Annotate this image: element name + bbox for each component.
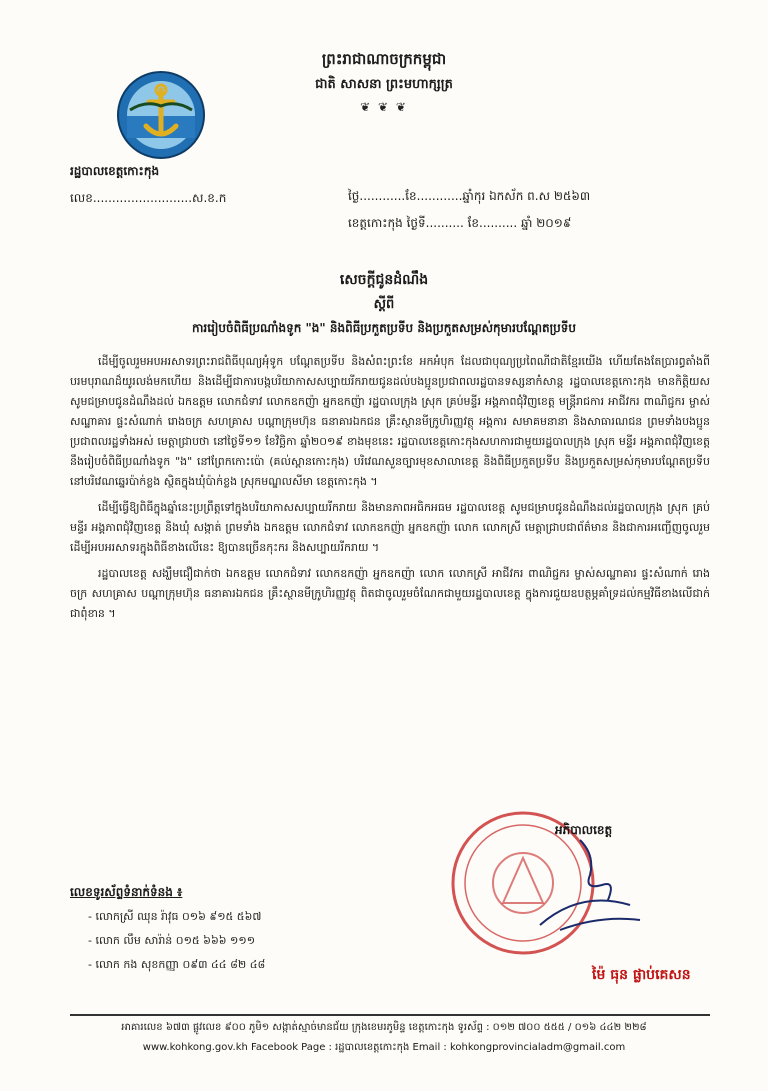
footer-web: www.kohkong.gov.kh Facebook Page : រដ្ឋបាលខេត្តកោះកុង Email : kohkongprovincialadm@gmail.com xyxy=(142,1042,626,1053)
document-title: សេចក្តីជូនដំណឹង xyxy=(339,272,429,288)
footer-divider xyxy=(70,1014,710,1016)
handwritten-signature xyxy=(520,830,650,940)
national-motto: ជាតិ សាសនា ព្រះមហាក្សត្រ xyxy=(315,77,453,92)
header-ornament: ❦ ❦ ❦ xyxy=(360,100,408,114)
contact-item: - លោក កង សុខកញ្ញា ០៩៣ ៤៤ ៨២ ៤៨ xyxy=(88,958,266,971)
signatory-title: អភិបាលខេត្ត xyxy=(555,823,613,837)
regarding-label: ស្តីពី xyxy=(373,297,395,312)
gregorian-date: ខេត្តកោះកុង ថ្ងៃទី.......... ខែ.......... ឆ្នាំ ២០១៩ xyxy=(348,216,572,230)
footer-address: អាគារលេខ ៦៧៣ ផ្លូវលេខ ៩០០ ភូមិ១ សង្កាត់ស្មាច់មានជ័យ ក្រុងខេមរភូមិន្ទ ខេត្តកោះកុង ទូរស័ព្ទ : ០១២ ៧០០ ៥៥៥ / ០១៦ ៤៤២ ២២៨ xyxy=(121,1022,647,1033)
body-paragraph: ដើម្បីចូលរួមអបអរសាទរព្រះរាជពិធីបុណ្យអុំទូក បណ្តែតប្រទីប និងសំពះព្រះខែ អកអំបុក ដែលជាបុណ្យប្រពៃណីជាតិខ្មែរយើង ហើយតែងតែប្រារព្ធតាំងពីបរមបុរាណដ៏យូរលង់មកហើយ និងដើម្បីជាការបង្កបរិយាកាសសប្បាយរីករាយជូនដល់បងប្អូនប្រជាពលរដ្ឋបានទស្សនាកំសាន្ត រដ្ឋបាលខេត្តកោះកុង មានកិត្តិយសសូមជម្រាបជូនដំណឹងដល់ ឯកឧត្តម លោកជំទាវ លោកឧកញ៉ា អ្នកឧកញ៉ា រដ្ឋបាលក្រុង ស្រុក គ្រប់មន្ទីរ អង្គភាពជុំវិញខេត្ត មន្ត្រីរាជការ អាជីវករ ពាណិជ្ជករ ម្ចាស់សណ្ឋាគារ ផ្ទះសំណាក់ រោងចក្រ សហគ្រាស បណ្តាក្រុមហ៊ុន ធនាគារឯកជន គ្រឹះស្ថានមីក្រូហិរញ្ញវត្ថុ អង្គការ សមាគមនានា និងសាធារណជន ព្រមទាំងបងប្អូនប្រជាពលរដ្ឋទាំងអស់ មេត្តាជ្រាបថា នៅថ្ងៃទី១១ ខែវិច្ឆិកា ឆ្នាំ២០១៩ ខាងមុខនេះ រដ្ឋបាលខេត្តកោះកុងសហការជាមួយរដ្ឋបាលក្រុង ស្រុក មន្ទីរ អង្គភាពជុំវិញខេត្តនឹងរៀបចំពិធីប្រណាំងទូក "ង" នៅព្រែកកោះប៉ោ (គល់ស្ពានកោះកុង) បរិវេណសួនច្បារមុខសាលាខេត្ត និងពិធីប្រកួតប្រទីប និងប្រកួតសម្រស់កុមារបណ្តែតប្រទីប នៅបរិវេណឆ្នេរប៉ាក់ខ្លង ស្ថិតក្នុងឃុំប៉ាក់ខ្លង ស្រុកមណ្ឌលសីមា ខេត្តកោះកុង ។ xyxy=(70,355,710,488)
organization-name: រដ្ឋបាលខេត្តកោះកុង xyxy=(70,164,160,178)
document-body xyxy=(70,352,710,630)
kingdom-heading: ព្រះរាជាណាចក្រកម្ពុជា xyxy=(321,50,447,68)
body-paragraph: រដ្ឋបាលខេត្ត សង្ឃឹមជឿជាក់ថា ឯកឧត្តម លោកជំទាវ លោកឧកញ៉ា អ្នកឧកញ៉ា លោក លោកស្រី អាជីវករ ពាណិជ្ជករ ម្ចាស់សណ្ឋាគារ ផ្ទះសំណាក់ រោងចក្រ សហគ្រាស បណ្តាក្រុមហ៊ុន ធនាគារឯកជន គ្រឹះស្ថានមីក្រូហិរញ្ញវត្ថុ ពិតជាចូលរួមចំណែកជាមួយរដ្ឋបាលខេត្ត ក្នុងការជួយឧបត្ថម្ភគាំទ្រដល់កម្មវិធីខាងលើជាក់ជាពុំខាន ។ xyxy=(70,567,710,620)
body-paragraph: ដើម្បីធ្វើឱ្យពិធីក្នុងឆ្នាំនេះប្រព្រឹត្តទៅក្នុងបរិយាកាសសប្បាយរីករាយ និងមានភាពអធិកអធម រដ្ឋបាលខេត្ត សូមជម្រាបជូនដំណឹងដល់រដ្ឋបាលក្រុង ស្រុក គ្រប់មន្ទីរ អង្គភាពជុំវិញខេត្ត និងឃុំ សង្កាត់ ព្រមទាំង ឯកឧត្តម លោកជំទាវ លោកឧកញ៉ា អ្នកឧកញ៉ា លោក លោកស្រី មេត្តាជ្រាបជាព័ត៌មាន និងជាការអញ្ជើញចូលរួម ដើម្បីអបអរសាទរក្នុងពិធីខាងលើនេះ ឱ្យបានច្រើនកុះករ និងសប្បាយរីករាយ ។ xyxy=(70,501,710,554)
contact-heading: លេខទូរស័ព្ទទំនាក់ទំនង ៖ xyxy=(70,885,183,899)
signatory-name: ម៉ៃ ធុន ផ្លាប់គេសន xyxy=(592,967,691,983)
reference-number: លេខ..........................ស.ខ.ក xyxy=(70,191,227,205)
document-subject: ការរៀបចំពិធីប្រណាំងទូក "ង" និងពិធីប្រកួតប្រទីប និងប្រកួតសម្រស់កុមារបណ្តែតប្រទីប xyxy=(191,321,577,335)
contact-item: - លោក លឹម សារ៉ាន់ ០១៥ ៦៦៦ ១១១ xyxy=(88,934,256,947)
contact-item: - លោកស្រី ឈុន រ៉ាវុធ ០១៦ ៩១៥ ៥៦៧ xyxy=(88,910,262,923)
province-logo xyxy=(116,70,206,160)
lunar-date: ថ្ងៃ............ខែ............ឆ្នាំកុរ ឯកស័ក ព.ស ២៥៦៣ xyxy=(348,189,591,203)
